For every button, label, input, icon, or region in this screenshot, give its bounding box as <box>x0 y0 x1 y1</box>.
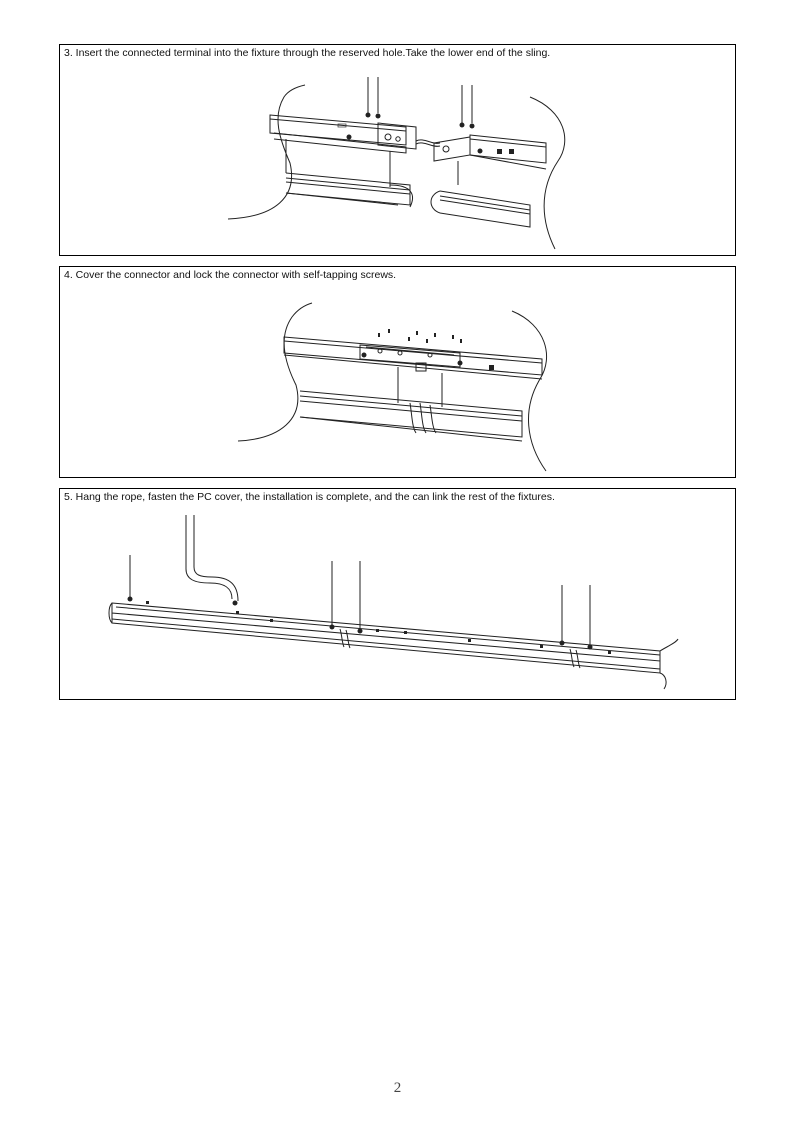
step-3-illustration <box>60 45 737 257</box>
step-3-text: 3. Insert the connected terminal into the fixture through the reserved hole.Take the lower end of the sling. <box>64 47 551 59</box>
step-4-illustration <box>60 267 737 479</box>
page-number: 2 <box>393 1080 402 1096</box>
step-5-illustration <box>60 489 737 701</box>
step-5-panel <box>59 488 736 700</box>
step-4-panel <box>59 266 736 478</box>
step-4-text: 4. Cover the connector and lock the connector with self-tapping screws. <box>64 269 397 281</box>
step-3-panel <box>59 44 736 256</box>
step-5-text: 5. Hang the rope, fasten the PC cover, the installation is complete, and the can link the rest of the fixtures. <box>64 491 555 503</box>
